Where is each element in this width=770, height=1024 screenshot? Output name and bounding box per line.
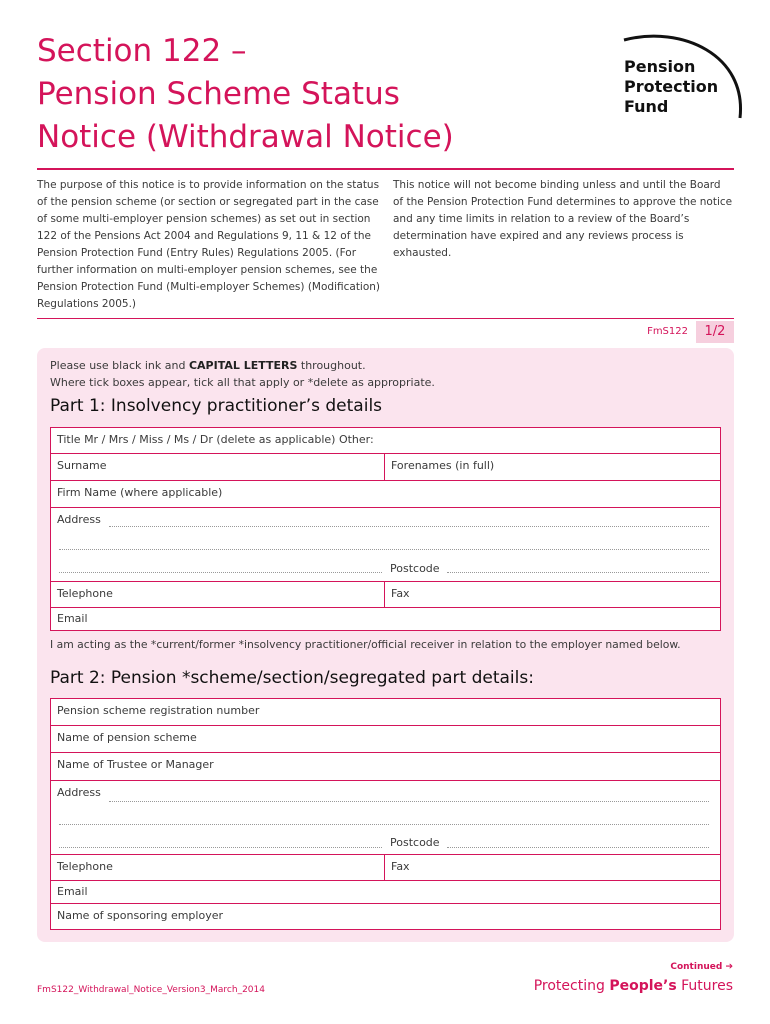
document-reference: FmS122_Withdrawal_Notice_Version3_March_2014	[37, 985, 265, 995]
scheme-name-label: Name of pension scheme	[57, 731, 197, 744]
trustee-label: Name of Trustee or Manager	[57, 758, 214, 771]
continued-link	[670, 962, 733, 972]
scheme-address-line-1	[109, 801, 709, 802]
address-line-1	[109, 526, 709, 527]
telephone-label: Telephone	[57, 587, 113, 600]
logo-text	[624, 57, 718, 117]
part2-heading: Part 2: Pension *scheme/section/segregated part details:	[50, 668, 534, 688]
scheme-address-line-2	[59, 824, 709, 825]
scheme-email-label: Email	[57, 885, 88, 898]
scheme-name-field[interactable]	[50, 725, 721, 753]
instructions-line-2: Where tick boxes appear, tick all that apply or *delete as appropriate.	[50, 376, 435, 389]
firm-name-field[interactable]	[50, 480, 721, 508]
part1-heading: Part 1: Insolvency practitioner’s details	[50, 396, 383, 416]
tagline	[534, 978, 733, 994]
instructions-emphasis: CAPITAL LETTERS	[188, 359, 298, 372]
trustee-field[interactable]	[50, 752, 721, 781]
page-title	[37, 30, 454, 159]
header-divider	[37, 168, 734, 170]
email-label: Email	[57, 612, 88, 625]
address-label: Address	[57, 513, 101, 526]
scheme-address-label: Address	[57, 786, 101, 799]
page-number-tab: 1/2	[696, 321, 734, 343]
title-line-3: Notice (Withdrawal Notice)	[37, 119, 454, 155]
registration-number-field[interactable]	[50, 698, 721, 726]
instructions-text: Please use black ink and	[50, 359, 189, 372]
surname-field[interactable]	[50, 453, 385, 481]
tagline-text: Protecting	[533, 978, 610, 994]
intro-purpose-text: The purpose of this notice is to provide information on the status of the pension scheme (or section or segregated part in the case of some multi-employer pension schemes) as set out in section 122 of the Pensions Act 2004 and Regulations 9, 11 & 12 of the Pension Protection Fund (Entry Rules) Regulations 2005. (For further information on multi-employer pension schemes, see the Pension Protection Fund (Multi-employer Schemes) (Modification) Regulations 2005.)	[37, 179, 381, 310]
postcode-label: Postcode	[390, 562, 440, 575]
sponsoring-employer-field[interactable]	[50, 903, 721, 930]
scheme-fax-field[interactable]	[384, 854, 721, 881]
forenames-field[interactable]	[384, 453, 721, 481]
fax-field[interactable]	[384, 581, 721, 608]
continued-text: Continued	[670, 962, 723, 972]
firm-name-label: Firm Name (where applicable)	[57, 486, 223, 499]
scheme-address-field[interactable]	[50, 780, 721, 855]
title-field[interactable]	[50, 427, 721, 454]
surname-label: Surname	[57, 459, 107, 472]
form-code: FmS122	[647, 326, 688, 337]
scheme-fax-label: Fax	[391, 860, 410, 873]
scheme-address-line-3	[59, 847, 382, 848]
form-instructions	[50, 357, 435, 391]
email-field[interactable]	[50, 607, 721, 631]
telephone-field[interactable]	[50, 581, 385, 608]
address-field[interactable]	[50, 507, 721, 582]
arrow-right-icon: ➔	[725, 962, 733, 972]
tagline-emphasis: People’s	[609, 978, 677, 994]
intro-binding-text: This notice will not become binding unless and until the Board of the Pension Protection Fund determines to approve the notice and any time limits in relation to a review of the Board’s determination have expired and any reviews process is exhausted.	[393, 179, 733, 259]
logo-line-3: Fund	[624, 97, 669, 116]
intro-divider	[37, 318, 734, 319]
logo-line-1: Pension	[624, 57, 696, 76]
forenames-label: Forenames (in full)	[391, 459, 495, 472]
title-field-label: Title Mr / Mrs / Miss / Ms / Dr (delete as applicable) Other:	[57, 433, 374, 446]
ppf-logo	[612, 30, 752, 125]
scheme-postcode-label: Postcode	[390, 836, 440, 849]
sponsoring-employer-label: Name of sponsoring employer	[57, 909, 224, 922]
fax-label: Fax	[391, 587, 410, 600]
address-line-3	[59, 572, 382, 573]
scheme-telephone-label: Telephone	[57, 860, 113, 873]
tagline-text-end: Futures	[676, 978, 733, 994]
title-line-2: Pension Scheme Status	[37, 76, 400, 112]
address-line-2	[59, 549, 709, 550]
registration-number-label: Pension scheme registration number	[57, 704, 260, 717]
postcode-line[interactable]	[447, 572, 709, 573]
acting-statement: I am acting as the *current/former *insolvency practitioner/official receiver in relation to the employer named below.	[50, 638, 681, 651]
scheme-telephone-field[interactable]	[50, 854, 385, 881]
logo-line-2: Protection	[624, 77, 719, 96]
title-line-1: Section 122 –	[37, 33, 247, 69]
instructions-text-end: throughout.	[297, 359, 366, 372]
scheme-email-field[interactable]	[50, 880, 721, 904]
scheme-postcode-line[interactable]	[447, 847, 709, 848]
